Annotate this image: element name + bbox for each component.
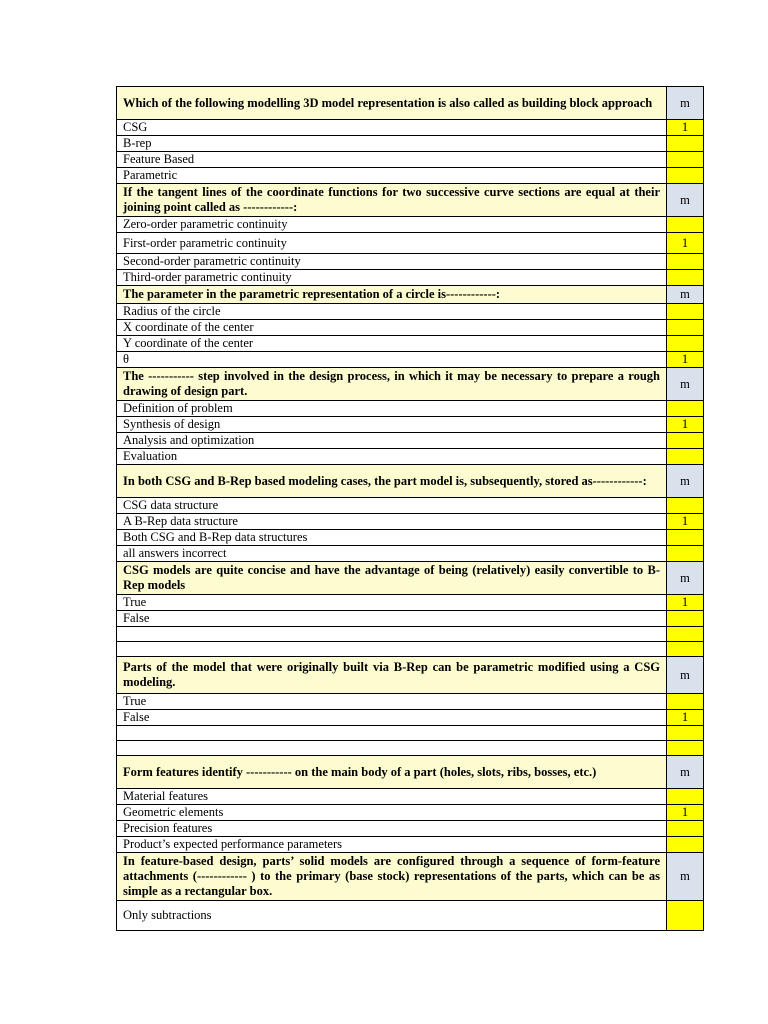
option-text: Zero-order parametric continuity [117,217,667,233]
answer-key-cell: 1 [667,417,704,433]
answer-option-row [117,433,704,449]
option-text: First-order parametric continuity [117,233,667,254]
option-text: True [117,595,667,611]
answer-key-cell [667,901,704,931]
question-text: The ----------- step involved in the design process, in which it may be necessary to prepare a rough drawing of design part. [117,368,667,401]
question-text: Form features identify ----------- on the main body of a part (holes, slots, ribs, bosses, etc.) [117,756,667,789]
answer-option-row [117,595,704,611]
question-row [117,368,704,401]
option-text: Synthesis of design [117,417,667,433]
option-text: Radius of the circle [117,304,667,320]
answer-key-cell [667,254,704,270]
quiz-table [116,86,704,931]
answer-option-row [117,741,704,756]
option-text: Second-order parametric continuity [117,254,667,270]
mark-cell: m [667,756,704,789]
answer-option-row [117,498,704,514]
option-text [117,642,667,657]
answer-key-cell [667,546,704,562]
quiz-table-body [117,87,704,931]
answer-option-row [117,401,704,417]
option-text: True [117,694,667,710]
question-row [117,853,704,901]
question-text: In feature-based design, parts’ solid models are configured through a sequence of form-feature attachments (------------ ) to the primary (base stock) representations of the parts, which can be as simple as a rectangular box. [117,853,667,901]
answer-key-cell [667,304,704,320]
option-text: Third-order parametric continuity [117,270,667,286]
answer-key-cell [667,217,704,233]
question-text: If the tangent lines of the coordinate functions for two successive curve sections are equal at their joining point called as ------------: [117,184,667,217]
answer-key-cell [667,821,704,837]
option-text [117,726,667,741]
option-text: Precision features [117,821,667,837]
question-row [117,87,704,120]
answer-option-row [117,710,704,726]
answer-key-cell [667,336,704,352]
mark-cell: m [667,465,704,498]
answer-key-cell [667,152,704,168]
answer-option-row [117,546,704,562]
question-text: Which of the following modelling 3D model representation is also called as building block approach [117,87,667,120]
answer-option-row [117,120,704,136]
answer-option-row [117,254,704,270]
answer-key-cell: 1 [667,595,704,611]
option-text: False [117,710,667,726]
option-text: all answers incorrect [117,546,667,562]
option-text: Evaluation [117,449,667,465]
answer-option-row [117,530,704,546]
option-text: False [117,611,667,627]
answer-option-row [117,821,704,837]
option-text: CSG data structure [117,498,667,514]
mark-cell: m [667,853,704,901]
answer-option-row [117,805,704,821]
option-text: Definition of problem [117,401,667,417]
mark-cell: m [667,368,704,401]
answer-option-row [117,514,704,530]
answer-key-cell [667,270,704,286]
question-text: Parts of the model that were originally built via B-Rep can be parametric modified using a CSG modeling. [117,657,667,694]
mark-cell: m [667,87,704,120]
option-text: Analysis and optimization [117,433,667,449]
question-text: The parameter in the parametric representation of a circle is------------: [117,286,667,304]
option-text [117,627,667,642]
answer-key-cell [667,741,704,756]
question-text: In both CSG and B-Rep based modeling cases, the part model is, subsequently, stored as------------: [117,465,667,498]
answer-key-cell [667,627,704,642]
question-row [117,756,704,789]
answer-key-cell [667,611,704,627]
answer-key-cell [667,449,704,465]
answer-key-cell [667,726,704,741]
question-row [117,184,704,217]
answer-key-cell [667,837,704,853]
answer-key-cell [667,320,704,336]
answer-option-row [117,417,704,433]
option-text: A B-Rep data structure [117,514,667,530]
answer-key-cell: 1 [667,805,704,821]
answer-option-row [117,789,704,805]
answer-key-cell [667,642,704,657]
answer-option-row [117,694,704,710]
question-text: CSG models are quite concise and have the advantage of being (relatively) easily convertible to B-Rep models [117,562,667,595]
answer-option-row [117,642,704,657]
answer-key-cell: 1 [667,352,704,368]
option-text [117,741,667,756]
answer-option-row [117,611,704,627]
answer-option-row [117,901,704,931]
option-text: Y coordinate of the center [117,336,667,352]
answer-option-row [117,837,704,853]
option-text: Only subtractions [117,901,667,931]
answer-key-cell [667,530,704,546]
answer-option-row [117,217,704,233]
option-text: Geometric elements [117,805,667,821]
question-row [117,465,704,498]
option-text: Feature Based [117,152,667,168]
answer-key-cell [667,168,704,184]
mark-cell: m [667,286,704,304]
answer-option-row [117,136,704,152]
answer-option-row [117,336,704,352]
answer-key-cell [667,789,704,805]
option-text: Material features [117,789,667,805]
answer-key-cell [667,498,704,514]
option-text: CSG [117,120,667,136]
answer-key-cell: 1 [667,514,704,530]
option-text: X coordinate of the center [117,320,667,336]
mark-cell: m [667,184,704,217]
answer-key-cell [667,694,704,710]
question-row [117,286,704,304]
answer-option-row [117,627,704,642]
question-row [117,657,704,694]
answer-option-row [117,726,704,741]
answer-key-cell: 1 [667,233,704,254]
option-text: B-rep [117,136,667,152]
answer-key-cell [667,136,704,152]
answer-option-row [117,270,704,286]
answer-option-row [117,233,704,254]
answer-option-row [117,152,704,168]
answer-option-row [117,352,704,368]
answer-option-row [117,168,704,184]
answer-option-row [117,304,704,320]
option-text: Product’s expected performance parameters [117,837,667,853]
option-text: θ [117,352,667,368]
option-text: Parametric [117,168,667,184]
answer-option-row [117,320,704,336]
answer-option-row [117,449,704,465]
answer-key-cell [667,433,704,449]
mark-cell: m [667,657,704,694]
answer-key-cell: 1 [667,710,704,726]
option-text: Both CSG and B-Rep data structures [117,530,667,546]
mark-cell: m [667,562,704,595]
answer-key-cell: 1 [667,120,704,136]
question-row [117,562,704,595]
answer-key-cell [667,401,704,417]
